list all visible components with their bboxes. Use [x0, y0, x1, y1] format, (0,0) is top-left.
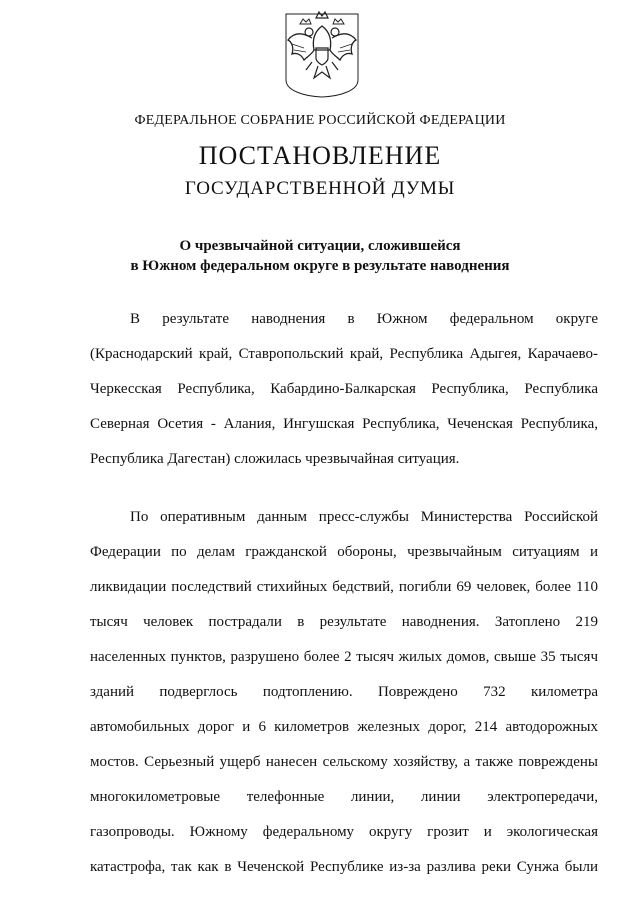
- text-line: Черкесская Республика, Кабардино-Балкарская Республика, Республика: [90, 381, 598, 397]
- paragraph-1: [90, 306, 598, 481]
- coat-of-arms-emblem: [282, 10, 362, 98]
- text-line: (Краснодарский край, Ставропольский край, Республика Адыгея, Карачаево-: [90, 346, 598, 362]
- text-line: автомобильных дорог и 6 километров железных дорог, 214 автодорожных: [90, 719, 598, 735]
- text-line: многокилометровые телефонные линии, линии электропередачи,: [90, 789, 598, 805]
- title-line: О чрезвычайной ситуации, сложившейся: [179, 238, 461, 254]
- document-body: [90, 306, 598, 889]
- text-line: газопроводы. Южному федеральному округу грозит и экологическая: [90, 824, 598, 840]
- title-line: в Южном федеральном округе в результате наводнения: [130, 258, 510, 274]
- document-title: [0, 236, 640, 276]
- assembly-name: ФЕДЕРАЛЬНОЕ СОБРАНИЕ РОССИЙСКОЙ ФЕДЕРАЦИИ: [134, 113, 506, 128]
- paragraph-2: [90, 504, 598, 889]
- text-line: ликвидации последствий стихийных бедствий, погибли 69 человек, более 110: [90, 579, 598, 595]
- text-line: Северная Осетия - Алания, Ингушская Республика, Чеченская Республика,: [90, 416, 598, 432]
- text-line: населенных пунктов, разрушено более 2 тысяч жилых домов, свыше 35 тысяч: [90, 649, 598, 665]
- text-line: тысяч человек пострадали в результате наводнения. Затоплено 219: [90, 614, 598, 630]
- text-line: катастрофа, так как в Чеченской Республике из-за разлива реки Сунжа были: [90, 859, 598, 875]
- text-line: Республика Дагестан) сложилась чрезвычайная ситуация.: [90, 451, 460, 467]
- text-line: мостов. Серьезный ущерб нанесен сельскому хозяйству, а также повреждены: [90, 754, 598, 770]
- text-line: зданий подверглось подтоплению. Повреждено 732 километра: [90, 684, 598, 700]
- text-line: В результате наводнения в Южном федеральном округе: [130, 311, 598, 327]
- document-issuer: ГОСУДАРСТВЕННОЙ ДУМЫ: [184, 178, 456, 199]
- text-line: Федерации по делам гражданской обороны, чрезвычайным ситуациям и: [90, 544, 598, 560]
- document-type: ПОСТАНОВЛЕНИЕ: [198, 141, 442, 170]
- text-line: По оперативным данным пресс-службы Министерства Российской: [130, 509, 598, 525]
